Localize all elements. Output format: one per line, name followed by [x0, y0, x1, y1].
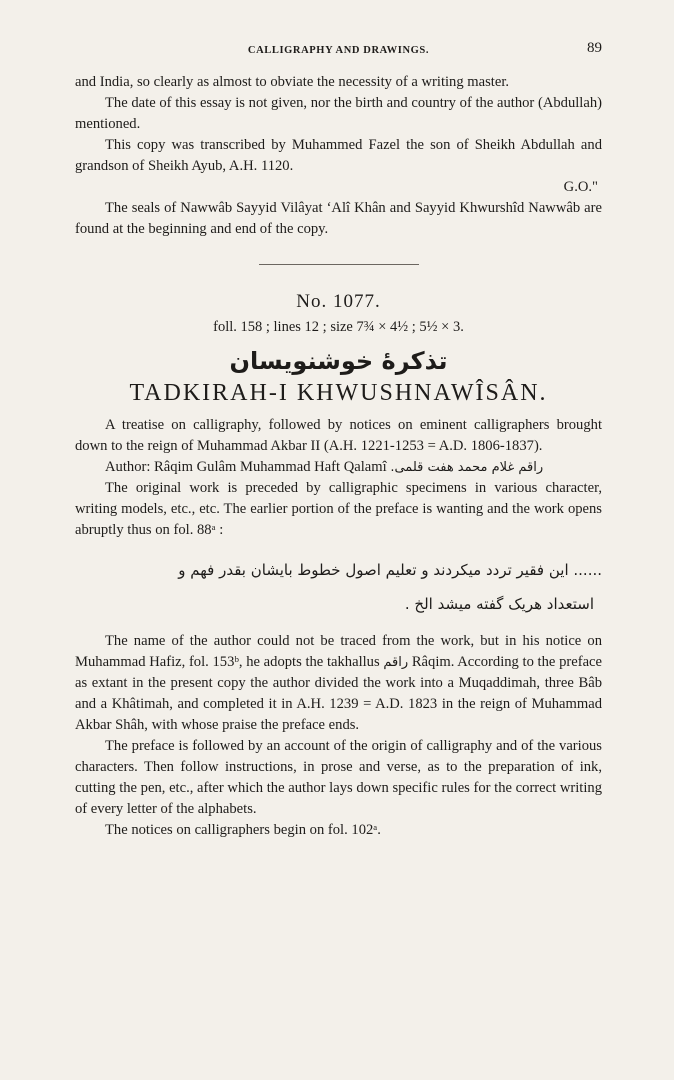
persian-quote-line-2: استعداد هریک گفته میشد الخ .: [404, 595, 594, 613]
name-paragraph-part-2: Râqim. According to the preface as extant in the present copy the author divided the work into a Muqaddimah, three Bâb and a Khâtimah, and completed it in A.H. 1239 = A.D. 1823 in the reign of Muhammad Akbar Shâh, with whose praise the preface ends.: [75, 654, 602, 733]
prev-entry-paragraph-2: The date of this essay is not given, nor the birth and country of the author (Abdullah) mentioned.: [75, 95, 602, 132]
prev-entry-paragraph-4: The seals of Nawwâb Sayyid Vilâyat ‘Alî Khân and Sayyid Khwurshîd Nawwâb are found at the beginning and end of the copy.: [75, 200, 602, 237]
entry-original-work: The original work is preceded by calligraphic specimens in various character, writing models, etc., etc. The earlier portion of the preface is wanting and the work opens abruptly thus on fol. 88ᵃ :: [75, 480, 602, 538]
takhallus-persian: راقم: [383, 655, 409, 670]
persian-quote-line-1: ...... این فقیر تردد میکردند و تعلیم اصول خطوط بایشان بقدر فهم و: [178, 561, 602, 579]
running-head-title: CALLIGRAPHY AND DRAWINGS.: [247, 45, 430, 56]
author-persian-name: راقم غلام محمد هفت قلمی.: [390, 460, 544, 475]
name-paragraph-part-1: The name of the author could not be traced from the work, but in his notice on Muhammad Hafiz, fol. 153ᵇ, he adopts the takhallus: [75, 633, 602, 670]
page-number: 89: [587, 40, 602, 56]
entry-author-name-paragraph: [75, 631, 602, 736]
entry-preface-paragraph: The preface is followed by an account of the origin of calligraphy and of the various characters. Then follow instructions, in prose and verse, as to the preparation of ink, cutting the pen, etc., after which the author lays down specific rules for the correct writing of every letter of the alphabets.: [75, 738, 602, 817]
entry-persian-title: تذکرهٔ خوشنویسان: [229, 347, 448, 375]
entry-number: No. 1077.: [296, 291, 381, 312]
persian-quotation: [75, 555, 602, 619]
entry-foliation: foll. 158 ; lines 12 ; size 7¾ × 4½ ; 5½ × 3.: [213, 319, 464, 335]
prev-entry-paragraph-1: and India, so clearly as almost to obviate the necessity of a writing master.: [75, 74, 510, 90]
entry-author: [75, 457, 602, 478]
prev-entry-signature: G.O.": [563, 179, 598, 195]
author-label: Author: Râqim Gulâm Muhammad Haft Qalamî: [105, 459, 387, 475]
prev-entry-paragraph-3: This copy was transcribed by Muhammed Fazel the son of Sheikh Abdullah and grandson of Sheikh Ayub, A.H. 1120.: [75, 137, 602, 174]
entry-description: A treatise on calligraphy, followed by notices on eminent calligraphers brought down to the reign of Muhammad Akbar II (A.H. 1221-1253 = A.D. 1806-1837).: [75, 417, 602, 454]
entry-title: TADKIRAH-I KHWUSHNAWÎSÂN.: [129, 380, 548, 406]
spacer: [75, 619, 602, 631]
running-head: [75, 38, 602, 60]
entry-notices-paragraph: The notices on calligraphers begin on fol. 102ᵃ.: [105, 822, 381, 838]
section-divider: [259, 264, 419, 265]
